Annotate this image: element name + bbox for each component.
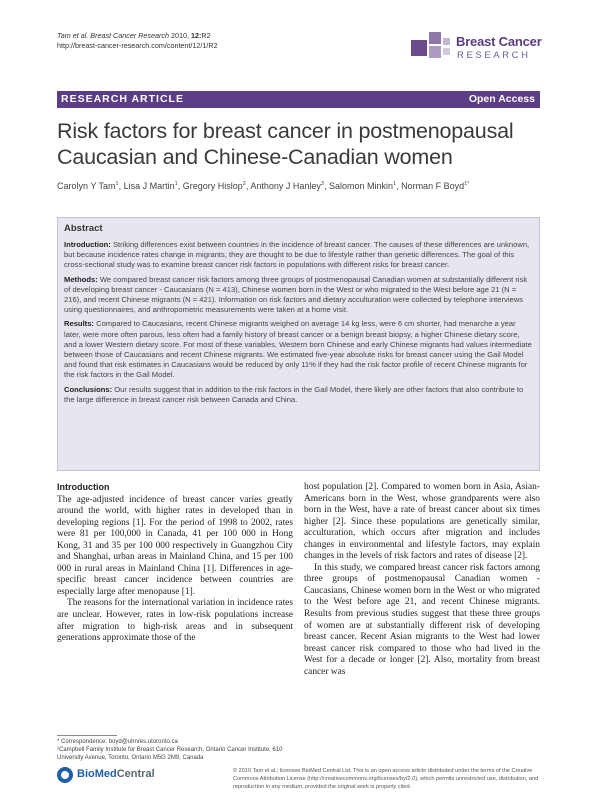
author-affiliation: 3 [320,181,324,187]
abstract-section-text: Compared to Caucasians, recent Chinese migrants weighed on average 14 kg less, were 6 cm shorter, had menarche a year later, were more often parous, less often had a family history of breast cancer or a benign breast biopsy, a higher Chinese dietary score, and a lower Western dietary score. For most of these variables, Western born Chinese and early Chinese migrants had values intermediate between those of Caucasians and recent Chinese migrants. We estimated five-year absolute risks for breast cancer using the Gail Model and found that risk estimates in Caucasians would be reduced by only 11% if they had the risk factor profile of recent Chinese migrants for the risk factors in the Gail Model. [64,319,532,380]
author-affiliation: 1* [464,181,470,187]
citation-year: 2010, [169,31,191,40]
body-paragraph: host population [2]. Compared to women born in Asia, Asian-Americans born in the West, whose grandparents were also born in the West, have a rate of breast cancer about six times higher [2]. Since these populations are genetically similar, acculturation, which occurs after migration and includes changes in environmental and lifestyle factors, may explain changes in the levels of risk factors and rates of disease [2]. [304,482,540,562]
abstract-introduction [64,240,533,271]
abstract-conclusions [64,385,533,405]
abstract-section-text: Our results suggest that in addition to the risk factors in the Gail Model, there likely are other factors that also contribute to the large difference in breast cancer risk between Canada and China. [64,384,524,404]
author-name: Norman F Boyd [401,181,465,191]
abstract-results [64,319,533,380]
journal-logo-title: Breast Cancer [456,34,542,49]
author-name: Gregory Hislop [182,181,243,191]
citation [57,31,218,51]
publisher-name [77,768,155,780]
article-type-banner [57,91,540,108]
abstract-section-text: Striking differences exist between countries in the incidence of breast cancer. The causes of these differences are unknown, but because incidence rates change in migrants, they are thought to be due to lifestyle rather than genetic differences. The goal of this cross-sectional study was to examine breast cancer risk factors in populations with different risks for breast cancer. [64,240,530,270]
introduction-heading: Introduction [57,482,110,492]
citation-article: R2 [201,31,211,40]
body-column-right [304,482,540,678]
open-access-label: Open Access [468,93,535,105]
author-affiliation: 1 [392,181,397,187]
publisher-name-part: BioMed [77,768,117,780]
abstract-section-text: We compared breast cancer risk factors among three groups of postmenopausal Canadian women at substantially different risk of developing breast cancer - Caucasians (N = 413), Chinese women born in the West or who migrated to the West before age 21 (N = 216), and recent Chinese migrants (N = 421). Information on risk factors and dietary acculturation were collected by telephone interviews using questionnaires, and anthropometric measurements were taken at a home visit. [64,274,528,315]
author-name: Lisa J Martin [123,181,175,191]
abstract-section-label: Methods: [64,274,98,284]
article-type: RESEARCH ARTICLE [61,93,184,105]
abstract-box [57,217,540,471]
body-column-left [57,482,293,645]
journal-logo-subtitle: RESEARCH [457,50,531,61]
author-name: Anthony J Hanley [250,181,321,191]
author-affiliation: 1 [174,181,178,187]
abstract-section-label: Introduction: [64,240,111,249]
abstract-section-label: Conclusions: [64,384,113,394]
affiliation-note: ¹Campbell Family Institute for Breast Cancer Research, Ontario Cancer Institute, 610 University Avenue, Toronto, Ontario M5G 2M9, Canada [57,747,283,761]
author-affiliation: 2 [242,181,246,187]
citation-journal: Tam et al. Breast Cancer Research [57,31,169,40]
citation-volume: 12: [190,31,202,40]
abstract-section-label: Results: [64,319,94,329]
license-text: © 2010 Tam et al.; licensee BioMed Central Ltd. This is an open access article distributed under the terms of the Creative Commons Attribution License (http://creativecommons.org/licenses/by/2.0), which permits unrestricted use, distribution, and reproduction in any medium, provided the original work is properly cited. [233,768,539,790]
footnote-divider [57,735,117,736]
author-name: Salomon Minkin [328,181,393,191]
author-affiliation: 1 [115,181,119,187]
citation-url[interactable]: http://breast-cancer-research.com/content/12/1/R2 [57,41,218,50]
article-title: Risk factors for breast cancer in postmenopausal Caucasian and Chinese-Canadian women [57,119,514,169]
body-paragraph: In this study, we compared breast cancer risk factors among three groups of postmenopausal Canadian women - Caucasians, Chinese women born in the West or who migrated to the West before age 21, and recent Chinese migrants. Results from previous studies suggest that these three groups of women are at substantially different risk of developing breast cancer. Recent Asian migrants to the West had lower breast cancer risk compared to those who had lived in the West for a decade or longer [2]. Also, mortality from breast cancer was [304,562,540,677]
publisher-logo [57,767,177,785]
body-paragraph: The age-adjusted incidence of breast cancer varies greatly around the world, with higher rates in developed than in developing regions [1]. For the period of 1998 to 2002, rates were 81 per 100,000 in Canada, 41 per 100 000 in Hong Kong, 31 and 35 per 100 000 respectively in Guangzhou City and Shanghai, urban areas in Mainland China, and 15 per 100 000 in rural areas in Mainland China [1]. Differences in age-specific breast cancer incidence between countries are especially large after menopause [1]. [57,494,293,597]
citation-line [57,31,218,41]
body-paragraph: The reasons for the international variation in incidence rates are unclear. However, rates in low-risk populations increase after migration to high-risk areas and in subsequent generations approximate those of the [57,598,293,644]
author-list: Carolyn Y Tam$^1$, Lisa J Martin$^1$, Gregory Hislop$^2$, Anthony J Hanley$^3$, Salomon Minkin$^1$, Norman F Boyd$^{1*}$ [57,181,470,191]
journal-logo [411,28,541,68]
abstract-methods [64,275,533,316]
biomed-central-icon [57,767,73,783]
footnotes [57,738,293,762]
journal-logo-icon [411,32,451,64]
publisher-name-part: Central [116,768,155,780]
correspondence-note: * Correspondence: boyd@uhnres.utoronto.ca [57,739,178,745]
author-name: Carolyn Y Tam [57,181,116,191]
abstract-heading: Abstract [64,223,103,234]
